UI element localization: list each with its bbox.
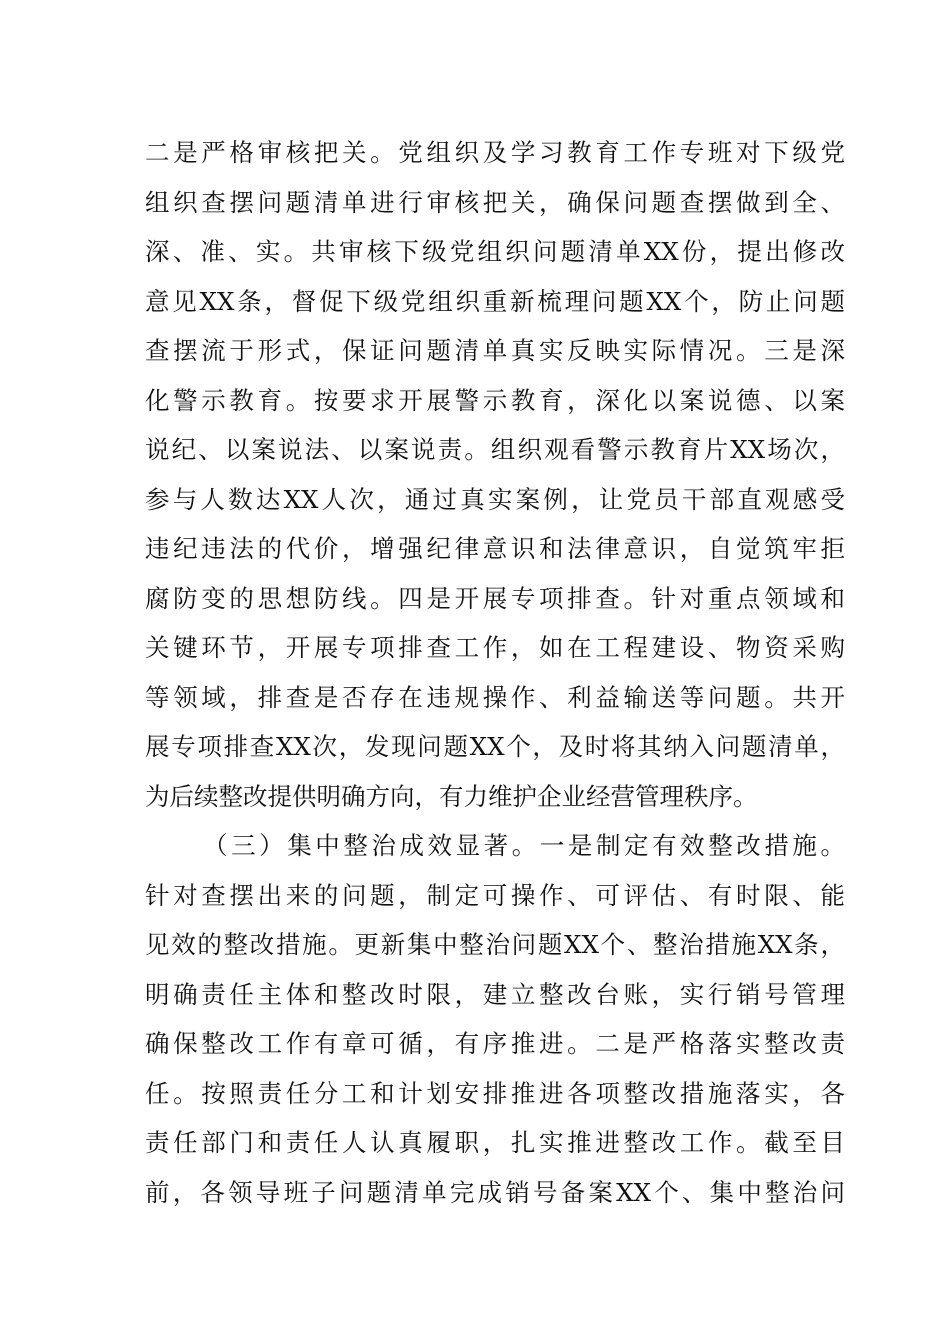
text-line: 针对查摆出来的问题，制定可操作、可评估、有时限、能 xyxy=(145,880,845,910)
text-line: 深、准、实。共审核下级党组织问题清单XX份，提出修改 xyxy=(145,237,845,266)
text-line: 二是严格审核把关。党组织及学习教育工作专班对下级党 xyxy=(145,138,845,167)
text-line: 腐防变的思想防线。四是开展专项排查。针对重点领域和 xyxy=(145,583,845,613)
text-line: 违纪违法的代价，增强纪律意识和法律意识，自觉筑牢拒 xyxy=(145,534,845,563)
text-line: 意见XX条，督促下级党组织重新梳理问题XX个，防止问题 xyxy=(145,286,845,316)
text-line: 前，各领导班子问题清单完成销号备案XX个、集中整治问 xyxy=(145,1177,845,1207)
text-line: 说纪、以案说法、以案说责。组织观看警示教育片XX场次， xyxy=(145,435,845,464)
text-line: 责任部门和责任人认真履职，扎实推进整改工作。截至目 xyxy=(145,1128,845,1157)
text-line: 参与人数达XX人次，通过真实案例，让党员干部直观感受 xyxy=(145,484,845,514)
paragraph-rigorous-review xyxy=(145,128,845,821)
section-heading-line: （三）集中整治成效显著。一是制定有效整改措施。 xyxy=(203,831,845,860)
body-text xyxy=(145,128,845,1217)
text-line: 明确责任主体和整改时限，建立整改台账，实行销号管理 xyxy=(145,979,845,1009)
text-line: 见效的整改措施。更新集中整治问题XX个、整治措施XX条， xyxy=(145,930,845,959)
text-line: 任。按照责任分工和计划安排推进各项整改措施落实，各 xyxy=(145,1078,845,1108)
text-line: 等领域，排查是否存在违规操作、利益输送等问题。共开 xyxy=(145,682,845,712)
text-line: 化警示教育。按要求开展警示教育，深化以案说德、以案 xyxy=(145,385,845,415)
text-line: 关键环节，开展专项排查工作，如在工程建设、物资采购 xyxy=(145,633,845,662)
text-line: 组织查摆问题清单进行审核把关，确保问题查摆做到全、 xyxy=(145,187,845,217)
paragraph-rectification-results xyxy=(145,821,845,1217)
text-line: 查摆流于形式，保证问题清单真实反映实际情况。三是深 xyxy=(145,336,845,365)
text-line: 确保整改工作有章可循，有序推进。二是严格落实整改责 xyxy=(145,1029,845,1058)
text-line: 展专项排查XX次，发现问题XX个，及时将其纳入问题清单， xyxy=(145,732,845,761)
text-line: 为后续整改提供明确方向，有力维护企业经营管理秩序。 xyxy=(145,781,758,811)
